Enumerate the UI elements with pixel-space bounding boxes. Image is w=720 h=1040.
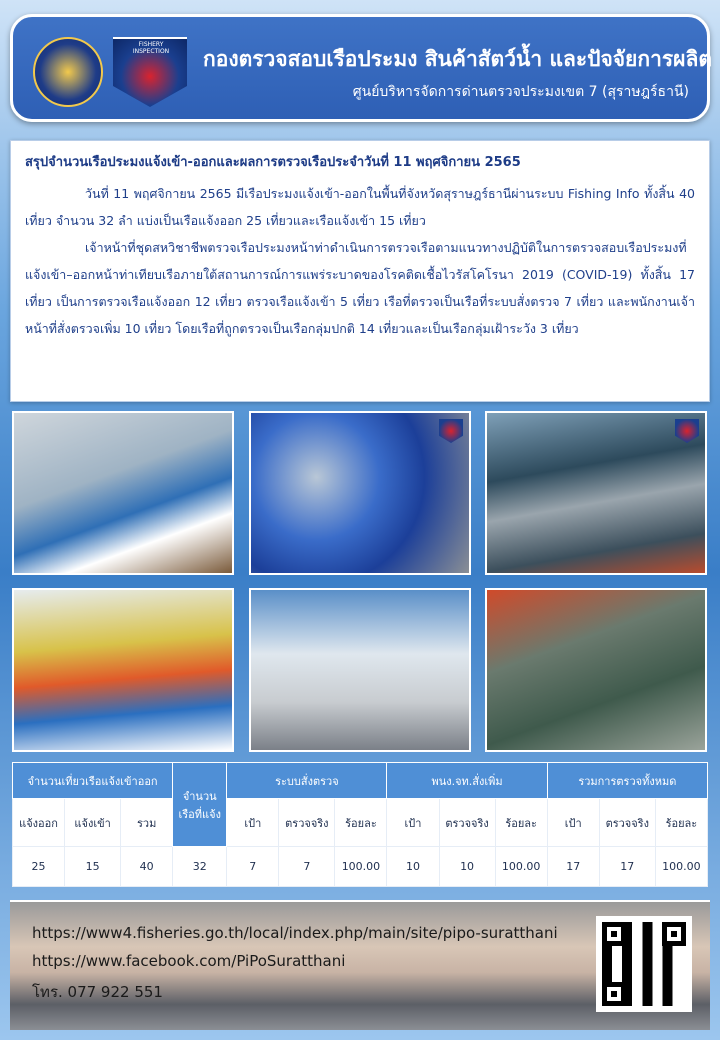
inspection-stats-table [12,762,708,887]
qr-code-pattern [602,922,686,1006]
header-system-order: ระบบสั่งตรวจ [227,763,387,799]
subheader-target: เป้า [227,799,279,847]
subheader-percent: ร้อยละ [655,799,707,847]
cell-vessels: 32 [173,847,227,887]
photo-fish-hold [485,411,707,575]
subheader-sum: รวม [121,799,173,847]
cell-tot-percent: 100.00 [655,847,707,887]
table-row [13,847,708,887]
subheader-actual: ตรวจจริง [599,799,655,847]
fishery-inspection-logo-text: FISHERY INSPECTION [132,41,170,55]
subheader-target: เป้า [547,799,599,847]
summary-paragraph-2: เจ้าหน้าที่ชุดสหวิชาชีพตรวจเรือประมงหน้าท่าดำเนินการตรวจเรือตามแนวทางปฏิบัติในการตรวจสอบเรือประมงที่แจ้งเข้า–ออกหน้าท่าเทียบเรือภายใต้สถานการณ์การแพร่ระบาดของโรคติดเชื้อไวรัสโคโรนา 2019 (COVID-19) ทั้งสิ้น 17 เที่ยว เป็นการตรวจเรือแจ้งออก 12 เที่ยว ตรวจเรือแจ้งเข้า 5 เที่ยว เรือที่ตรวจเป็นเรือที่ระบบสั่งตรวจ 7 เที่ยว และพนักงานเจ้าหน้าที่สั่งตรวจเพิ่ม 10 เที่ยว โดยเรือที่ถูกตรวจเป็นเรือกลุ่มปกติ 14 เที่ยวและเป็นเรือกลุ่มเฝ้าระวัง 3 เที่ยว [25,240,695,336]
page-subtitle: ศูนย์บริหารจัดการด่านตรวจประมงเขต 7 (สุราษฎร์ธานี) [352,84,689,100]
subheader-percent: ร้อยละ [335,799,387,847]
cell-out: 25 [13,847,65,887]
qr-finder-icon [602,922,626,946]
subheader-actual: ตรวจจริง [279,799,335,847]
header-trips: จำนวนเที่ยวเรือแจ้งเข้าออก [13,763,173,799]
header-banner [10,14,710,122]
subheader-target: เป้า [387,799,439,847]
summary-heading: สรุปจำนวนเรือประมงแจ้งเข้า-ออกและผลการตรวจเรือประจำวันที่ 11 พฤศจิกายน 2565 [25,155,521,170]
photo-boat-deck [12,588,234,752]
cell-off-target: 10 [387,847,439,887]
photo-fishing-nets [485,588,707,752]
cell-sum: 40 [121,847,173,887]
subheader-percent: ร้อยละ [495,799,547,847]
header-officer-order: พนง.จท.สั่งเพิ่ม [387,763,547,799]
qr-finder-icon [662,922,686,946]
footer-contact [10,900,710,1030]
inspection-badge-icon [675,419,699,443]
website-link[interactable]: https://www4.fisheries.go.th/local/index.php/main/site/pipo-suratthani [32,924,558,942]
header-total-inspection: รวมการตรวจทั้งหมด [547,763,707,799]
qr-code[interactable] [596,916,692,1012]
summary-paragraph-1: วันที่ 11 พฤศจิกายน 2565 มีเรือประมงแจ้งเข้า-ออกในพื้นที่จังหวัดสุราษฎร์ธานีผ่านระบบ Fishing Info ทั้งสิ้น 40 เที่ยว จำนวน 32 ลำ แบ่งเป็นเรือแจ้งออก 25 เที่ยวและเรือแจ้งเข้า 15 เที่ยว [25,186,695,228]
cell-sys-actual: 7 [279,847,335,887]
cell-in: 15 [65,847,121,887]
photo-boat-hull [12,411,234,575]
cell-sys-target: 7 [227,847,279,887]
photo-inspection-team [249,588,471,752]
phone-number: โทร. 077 922 551 [32,983,163,1001]
qr-finder-icon [602,982,626,1006]
cell-sys-percent: 100.00 [335,847,387,887]
cell-off-actual: 10 [439,847,495,887]
cell-tot-target: 17 [547,847,599,887]
department-of-fisheries-logo [33,37,103,107]
header-vessels: จำนวนเรือที่แจ้ง [173,763,227,847]
subheader-in: แจ้งเข้า [65,799,121,847]
summary-box [10,140,710,402]
facebook-link[interactable]: https://www.facebook.com/PiPoSuratthani [32,952,346,970]
cell-off-percent: 100.00 [495,847,547,887]
subheader-out: แจ้งออก [13,799,65,847]
subheader-actual: ตรวจจริง [439,799,495,847]
page-title: กองตรวจสอบเรือประมง สินค้าสัตว์น้ำ และปัจจัยการผลิต [203,47,712,71]
inspection-badge-icon [439,419,463,443]
photo-fish-baskets [249,411,471,575]
cell-tot-actual: 17 [599,847,655,887]
